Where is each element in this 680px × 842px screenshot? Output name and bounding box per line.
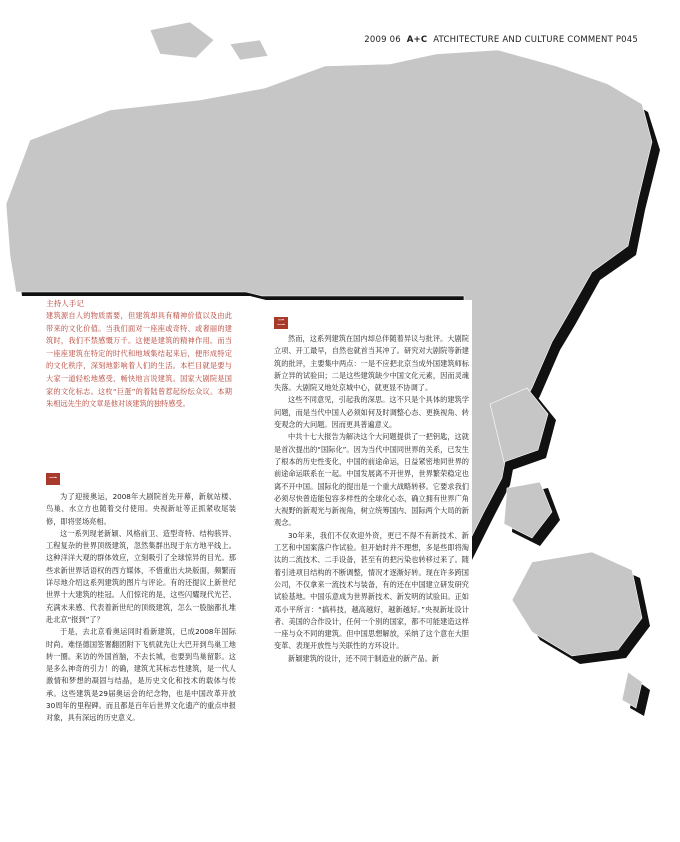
section-one-paragraph: 于是，去北京看奥运同时看新建筑，已成2008年国际时尚。难怪德国签署翻团附下飞机就先让大巴开到鸟巢工地转一圈。来访的外国首脑，不去长城，也要到鸟巢留影。这是多么神奇的引力！的确，建筑尤其标志性建筑，是一代人激情和梦想的凝固与结晶，是历史文化和技术的载体与传承。这些建筑是29届奥运会的纪念物，也是中国改革开放30周年的里程碑。而且都是百年后世界文化遗产的重点申报对象，具有深远的历史意义。 <box>46 627 236 723</box>
section-two-paragraph: 中共十七大报告为解决这个大问题提供了一把钥匙，这就是首次提出的“国际化”。因为当代中国同世界的关系，已发生了根本的历史性变化，中国的前途命运，日益紧密地同世界的前途命运联系在一起。中国发展离不开世界，世界繁荣稳定也离不开中国。国际化的提出是一个重大战略转移。它要求我们必须尽快曾造能包容多样性的全球化心态，确立拥有世界广角大视野的新观光与新视角，树立统筹国内、国际两个大局的新观念。 <box>274 432 469 528</box>
section-two-paragraph: 30年来，我们不仅欢迎外资，更已不得不有新技术、新工艺和中国案落户作试验。但开始时并不理想，多是些即将淘汰的二流技术、二手设备，甚至有的把污染也转移过来了。随着引进项目结构的不断调整，情况才逐渐好转。现在许多跨国公司，不仅拿来一流技术与装备，有的还在中国建立研发研究试验基地。中国乐意成为世界新技术、新发明的试验田。正如邓小平所言：“搞科技，越高越好，越新越好。”央视新址设计者、美国的合作设计，任何一个别的国家，都不可能建造这样一座与众不同的建筑。但中国思想解放，采纳了这个意在大胆变革、表现开放性与关联性的方环设计。 <box>274 530 469 651</box>
brand-logo: A+C <box>406 35 428 45</box>
section-one <box>46 466 236 725</box>
left-column <box>38 296 240 818</box>
column-title: ATCHITECTURE AND CULTURE COMMENT <box>433 35 613 45</box>
section-one-marker: 一 <box>46 473 60 485</box>
right-column <box>266 300 472 842</box>
section-one-paragraph: 这一系列现老新颖、风格前卫、造型奇特、结构骇异、工程复杂的世界顶级建筑，忽然集群出现于东方地平线上。这种洋洋大观的群体效应，立刻吸引了全球惊异的目光。那些求新世界话语权的西方媒体，不惜重出大块版面，频繁而详尽地介绍这系列建筑的图片与评论。有的还提议上新世纪世界十大建筑的桂冠。人们惊诧的是，这些闪耀现代光芒、充满未来感、代表着新世纪的顶级建筑，怎么一股脑都扎堆赴北京“报到”了？ <box>46 528 236 624</box>
section-two <box>274 310 469 665</box>
page-number: P045 <box>615 35 638 45</box>
section-two-paragraph: 这些不同意见，引起我的深思。这不只是个具体的建筑学问题，而是当代中国人必须如何及时调整心态、更换视角、转变观念的大问题。因而更具普遍意义。 <box>274 395 469 430</box>
section-two-marker: 二 <box>274 317 288 329</box>
issue-number: 2009 06 <box>364 35 401 45</box>
section-two-paragraph: 然而，这系列建筑在国内却总伴随着异议与批评。大剧院立项、开工最早，自然也就首当其冲了。研究对大剧院等新建筑的批评，主要集中两点：一是不应把北京当成外国建筑师标新立异的试验田；二是这些建筑缺少中国文化元素，因而灵魂失落。大剧院又地处京城中心，就更显不协调了。 <box>274 334 469 393</box>
section-one-paragraph: 为了迎接奥运，2008年大剧院首先开幕，新航站楼、鸟巢、水立方也随着交付使用。央视新址等正抓紧收尾装修，即将竖场亮相。 <box>46 492 236 526</box>
host-note-title: 主持人手记 <box>46 299 84 308</box>
host-note-text: 建筑源自人的物质需要，但建筑却具有精神价值以及由此带来的文化价值。当我们面对一座座或奇特、或奢丽的建筑时，我们不禁感慨万千。这便是建筑的精神作用。而当一座座建筑在特定的时代和地域集结起来后，便形成特定的文化秩序，深刻地影响着人们的生活。本栏目就是要与大家一道轻松地感受、畅快地言说建筑。国家大剧院是国家的文化标志。这枚“巨蛋”的着陆曾惹起纷纭众议。本期朱相远先生的文章是他对该建筑的独特感受。 <box>46 311 232 409</box>
section-two-paragraph: 新颖建筑的设计，还不同于制造业的新产品。新 <box>288 653 439 663</box>
